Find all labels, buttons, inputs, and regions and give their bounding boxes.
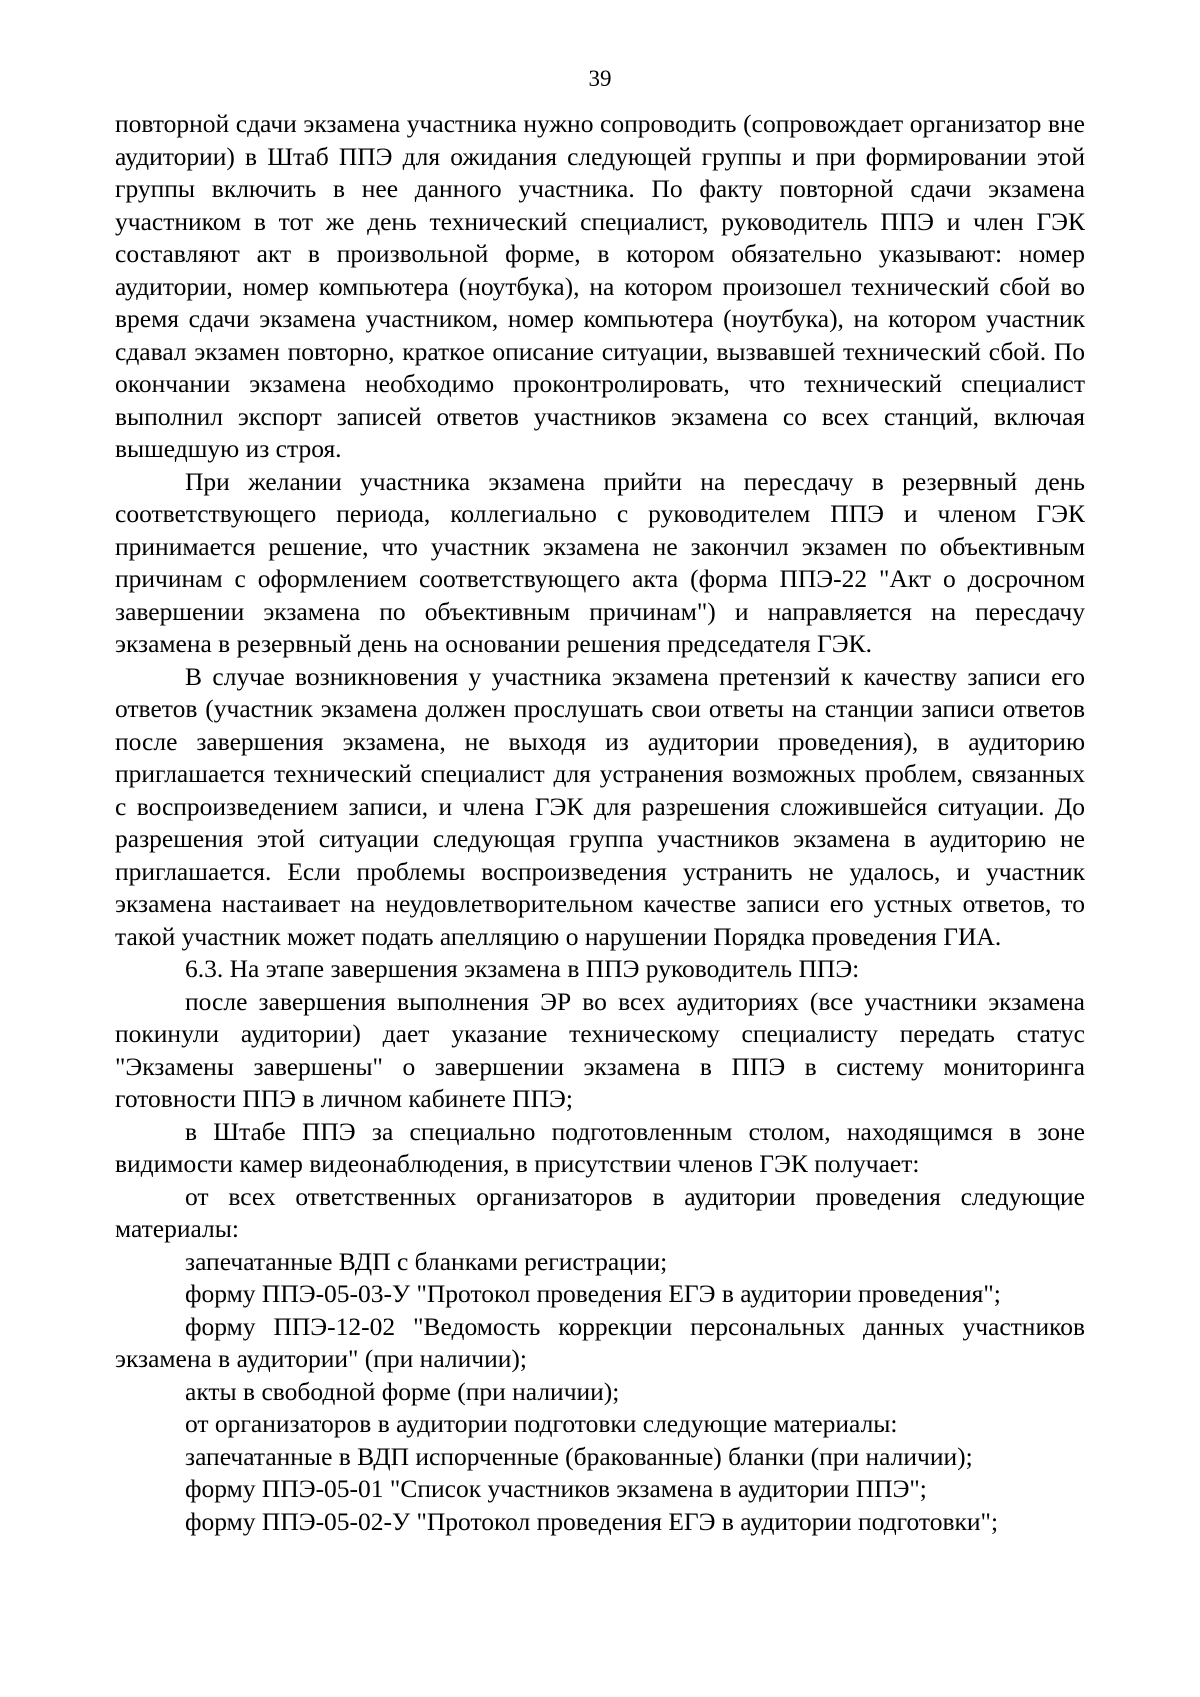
document-body xyxy=(115,108,1085,1538)
paragraph-recording-quality-claims: В случае возникновения у участника экзамена претензий к качеству записи его ответов (участник экзамена должен прослушать свои ответы на станции записи ответов после завершения экзамена, не выходя из аудитории проведения), в аудиторию приглашается технический специалист для устранения возможных проблем, связанных с воспроизведением записи, и члена ГЭК для разрешения сложившейся ситуации. До разрешения этой ситуации следующая группа участников экзамена в аудиторию не приглашается. Если проблемы воспроизведения устранить не удалось, и участник экзамена настаивает на неудовлетворительном качестве записи его устных ответов, то такой участник может подать апелляцию о нарушении Порядка проведения ГИА. xyxy=(115,661,1085,951)
list-item-free-form-acts: акты в свободной форме (при наличии); xyxy=(185,1376,620,1406)
paragraph-from-preparation-organizers: от организаторов в аудитории подготовки следующие материалы: xyxy=(185,1409,898,1438)
paragraph-resit-reserve-day: При желании участника экзамена прийти на пересдачу в резервный день соответствующего периода, коллегиально с руководителем ППЭ и членом ГЭК принимается решение, что участник экзамена не закончил экзамен по объективным причинам с оформлением соответствующего акта (форма ППЭ-22 "Акт о досрочном завершении экзамена по объективным причинам") и направляется на пересдачу экзамена в резервный день на основании решения председателя ГЭК. xyxy=(115,466,1085,658)
page-number: 39 xyxy=(588,66,612,91)
paragraph-section-6-3: 6.3. На этапе завершения экзамена в ППЭ руководитель ППЭ: xyxy=(185,954,860,983)
list-item-form-05-01: форму ППЭ-05-01 "Список участников экзамена в аудитории ППЭ"; xyxy=(185,1474,927,1503)
list-item-sealed-envelopes: запечатанные ВДП с бланками регистрации; xyxy=(185,1246,668,1276)
paragraph-from-responsible-organizers: от всех ответственных организаторов в аудитории проведения следующие материалы: xyxy=(115,1181,1085,1243)
paragraph-exam-completed-status: после завершения выполнения ЭР во всех аудиториях (все участники экзамена покинули аудитории) дает указание техническому специалисту передать статус "Экзамены завершены" о завершении экзамена в ППЭ в систему мониторинга готовности ППЭ в личном кабинете ППЭ; xyxy=(115,986,1085,1113)
list-item-form-05-03: форму ППЭ-05-03-У "Протокол проведения ЕГЭ в аудитории проведения"; xyxy=(185,1279,1001,1308)
list-item-spoiled-forms: запечатанные в ВДП испорченные (бракованные) бланки (при наличии); xyxy=(185,1441,973,1471)
paragraph-hq-receives: в Штабе ППЭ за специально подготовленным столом, находящимся в зоне видимости камер видеонаблюдения, в присутствии членов ГЭК получает: xyxy=(115,1116,1085,1178)
list-item-form-05-02: форму ППЭ-05-02-У "Протокол проведения ЕГЭ в аудитории подготовки"; xyxy=(185,1506,999,1536)
paragraph-repeat-exam-continuation: повторной сдачи экзамена участника нужно сопроводить (сопровождает организатор вне аудитории) в Штаб ППЭ для ожидания следующей группы и при формировании этой группы включить в нее данного участника. По факту повторной сдачи экзамена участником в тот же день технический специалист, руководитель ППЭ и член ГЭК составляют акт в произвольной форме, в котором обязательно указывают: номер аудитории, номер компьютера (ноутбука), на котором произошел технический сбой во время сдачи экзамена участником, номер компьютера (ноутбука), на котором участник сдавал экзамен повторно, краткое описание ситуации, вызвавшей технический сбой. По окончании экзамена необходимо проконтролировать, что технический специалист выполнил экспорт записей ответов участников экзамена со всех станций, включая вышедшую из строя. xyxy=(115,109,1085,463)
list-item-form-12-02: форму ППЭ-12-02 "Ведомость коррекции персональных данных участников экзамена в аудитории" (при наличии); xyxy=(115,1311,1085,1373)
